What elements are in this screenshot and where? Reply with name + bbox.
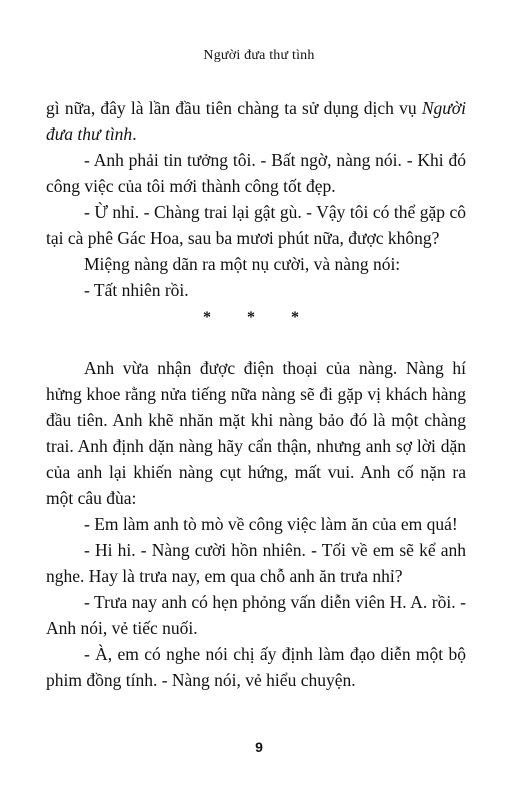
text-block-bottom [46,355,466,693]
dialogue-paragraph: - Ừ nhỉ. - Chàng trai lại gật gù. - Vậy tôi có thể gặp cô tại cà phê Gác Hoa, sau ba mươi phút nữa, được không? [46,202,466,248]
dialogue-paragraph: - Tất nhiên rồi. [84,280,189,300]
scene-break-asterisks: * * * [203,309,315,326]
page-number: 9 [255,739,263,755]
paragraph-punctuation: . [132,124,137,144]
narrative-paragraph: Anh vừa nhận được điện thoại của nàng. Nàng hí hửng khoe rằng nửa tiếng nữa nàng sẽ đi gặp vị khách hàng đầu tiên. Anh khẽ nhăn mặt khi nàng bảo đó là một chàng trai. Anh định dặn nàng hãy cẩn thận, nhưng anh sợ lời dặn của anh lại khiến nàng cụt hứng, mất vui. Anh cố nặn ra một câu đùa: [46,358,466,508]
narrative-paragraph: Miệng nàng dãn ra một nụ cười, và nàng nói: [84,254,401,274]
running-header: Người đưa thư tình [203,48,315,63]
dialogue-paragraph: - Hi hi. - Nàng cười hồn nhiên. - Tối về em sẽ kể anh nghe. Hay là trưa nay, em qua chỗ anh ăn trưa nhỉ? [46,540,466,586]
dialogue-paragraph: - Em làm anh tò mò về công việc làm ăn của em quá! [84,514,458,534]
dialogue-paragraph: - Trưa nay anh có hẹn phỏng vấn diễn viên H. A. rồi. - Anh nói, vẻ tiếc nuối. [46,592,466,638]
text-block-top [46,95,466,303]
dialogue-paragraph: - Anh phải tin tưởng tôi. - Bất ngờ, nàng nói. - Khi đó công việc của tôi mới thành công tốt đẹp. [46,150,466,196]
paragraph-text: gì nữa, đây là lần đầu tiên chàng ta sử dụng dịch vụ [46,98,417,118]
paragraph-continuation [46,95,466,147]
italic-service-name: Người đưa thư tình [46,98,466,144]
dialogue-paragraph: - À, em có nghe nói chị ấy định làm đạo diễn một bộ phim đồng tính. - Nàng nói, vẻ hiểu chuyện. [46,644,466,690]
